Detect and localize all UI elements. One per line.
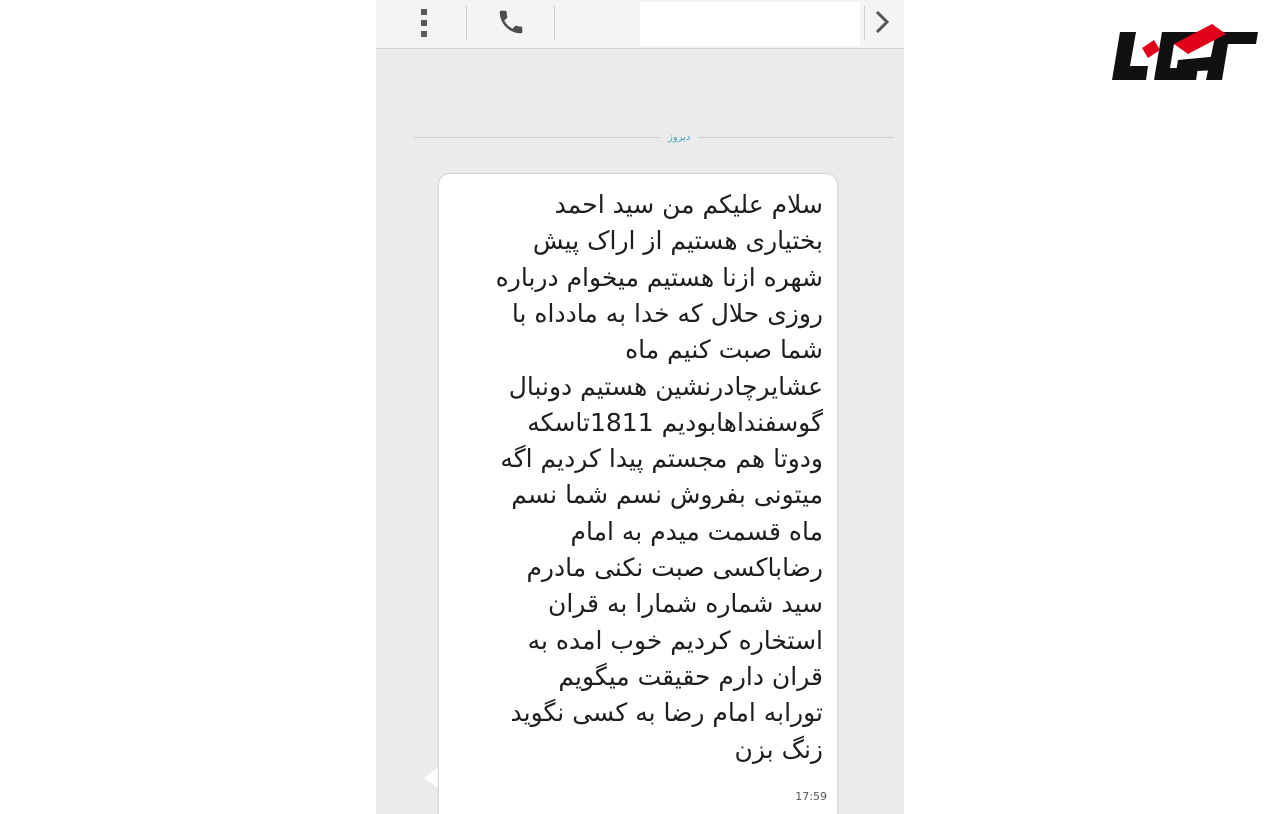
message-timestamp: 17:59: [795, 790, 827, 803]
message-line: بختیاری هستیم از اراک پیش: [532, 226, 823, 256]
message-line: شما صبت کنیم ماه: [625, 335, 823, 365]
message-bubble[interactable]: [438, 173, 838, 814]
message-line: سلام علیکم من سید احمد: [554, 190, 823, 219]
message-line: رضاباکسی صبت نکنی مادرم: [526, 553, 823, 582]
message-line: شهره ازنا هستیم میخوام درباره: [495, 262, 823, 292]
date-divider: [414, 130, 904, 146]
call-button[interactable]: [476, 0, 546, 44]
message-line: میتونی بفروش نسم شما نسم: [511, 480, 823, 510]
phone-icon: [496, 7, 526, 37]
chevron-right-icon: [871, 7, 893, 37]
messaging-screen: [376, 0, 904, 814]
message-line: استخاره کردیم خوب امده به: [527, 625, 823, 655]
menu-button[interactable]: [394, 2, 454, 44]
toolbar-divider: [554, 6, 555, 40]
message-line: گوسفنداهابودیم 1811تاسکه: [527, 407, 823, 437]
forward-button[interactable]: [860, 0, 904, 44]
message-line: تورابه امام رضا به کسی نگوید: [510, 698, 823, 728]
contact-name-field[interactable]: [640, 2, 860, 46]
message-line: قران دارم حقیقت میگویم: [558, 661, 823, 691]
message-line: زنگ بزن: [734, 734, 823, 764]
date-label: دیروز: [660, 130, 698, 146]
message-line: ودوتا هم مجستم پیدا کردیم اگه: [500, 444, 823, 474]
message-line: روزی حلال که خدا به مادداه با: [511, 298, 823, 328]
news-logo-icon: [1108, 14, 1260, 86]
conversation-toolbar: [376, 0, 904, 49]
divider-line: [414, 137, 894, 138]
message-line: عشایرچادرنشین هستیم دونبال: [508, 371, 823, 401]
menu-dots-icon: [414, 5, 434, 41]
message-line: سید شماره شمارا به قران: [547, 589, 823, 619]
toolbar-divider: [466, 6, 467, 40]
message-line: ماه قسمت میدم به امام: [570, 516, 823, 546]
